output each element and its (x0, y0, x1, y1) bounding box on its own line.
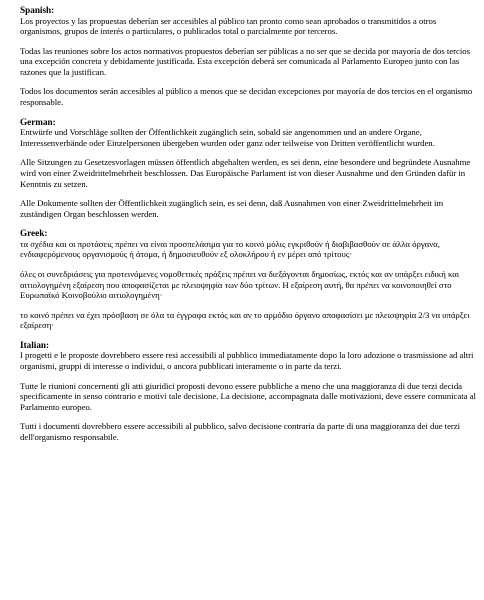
section-heading: Greek: (20, 228, 48, 239)
section-german (20, 117, 476, 220)
paragraph: όλες οι συνεδριάσεις για προτεινόμενες νομοθετικές πράξεις πρέπει να διεξάγονται δημοσίως, εκτός και αν υπάρξει ειδική και αιτιολογημένη εξαίρεση που αποφασίζεται με πλειοψηφία των δύο τρίτων. Η εξαίρεση αυτή, θα πρέπει να κοινοποιηθεί στο Ευρωπαϊκό Κοινοβούλιο αιτιολογημένη· (20, 269, 460, 301)
paragraph: Entwürfe und Vorschläge sollten der Öffentlichkeit zugänglich sein, sobald sie angenommen und an andere Organe, Interessenverbände oder Einzelpersonen übergeben wurden oder ganz oder teilweise von Dritten veröffentlicht wurden. (20, 127, 435, 148)
section-heading: Italian: (20, 339, 50, 350)
section-greek (20, 228, 476, 331)
paragraph: Todos los documentos serán accesibles al público a menos que se decidan excepciones por mayoría de dos tercios en el organismo responsable. (20, 86, 473, 108)
paragraph: Los proyectos y las propuestas deberían ser accesibles al público tan pronto como sean aprobados o transmitidos a otros organismos, grupos de interés o particulares, o publicados total o parcialmente por terceros. (20, 15, 437, 37)
section-spanish (20, 5, 476, 108)
paragraph: Alle Dokumente sollten der Öffentlichkeit zugänglich sein, es sei denn, daß Ausnahmen von einer Zweidrittelmehrheit im zuständigen Organ beschlossen werden. (20, 198, 444, 219)
section-heading: German: (20, 116, 56, 127)
paragraph: Tutti i documenti dovrebbero essere accessibili al pubblico, salvo decisione contraria da parte di una maggioranza dei due terzi dell'organismo responsabile. (20, 421, 461, 443)
paragraph: I progetti e le proposte dovrebbero essere resi accessibili al pubblico immediatamente dopo la loro adozione o trasmissione ad altri organismi, gruppi di interesse o individui, o ancora pubblicati interamente o in parte da terzi. (20, 350, 474, 372)
paragraph: Tutte le riunioni concernenti gli atti giuridici proposti devono essere pubbliche a meno che una maggioranza di due terzi decida specificamente in senso contrario e motivi tale decisione. La decisione, accompagnata dalle motivazioni, deve essere comunicata al Parlamento europeo. (20, 380, 476, 412)
paragraph: το κοινό πρέπει να έχει πρόσβαση σε όλα τα έγγραφα εκτός και αν το αρμόδιο όργανο αποφασίσει με πλειοψηφία 2/3 να υπάρξει εξαίρεση· (20, 309, 470, 331)
paragraph: Todas las reuniones sobre los actos normativos propuestos deberían ser públicas a no ser que se decida por mayoría de dos tercios una excepción concreta y debidamente justificada. Esta excepción deberá ser comunicada al Parlamento Europeo junto con las razones que la justifican. (20, 45, 471, 77)
paragraph: Alle Sitzungen zu Gesetzesvorlagen müssen öffentlich abgehalten werden, es sei denn, eine besondere und begründete Ausnahme wird von einer Zweidrittelmehrheit beschlossen. Das Europäische Parlament ist von dieser Ausnahme und den Gründen dafür in Kenntnis zu setzen. (20, 157, 471, 189)
section-italian (20, 340, 476, 443)
section-heading: Spanish: (20, 5, 55, 15)
paragraph: τα σχέδια και οι προτάσεις πρέπει να είναι προσπελάσιμα για το κοινό μόλις εγκριθούν ή διαβιβασθούν σε άλλα όργανα, ενδιαφερόμενους οργανισμούς ή άτομα, ή δημοσιευθούν εξ ολοκλήρου ή εν μέρει από τρίτους· (20, 238, 440, 260)
